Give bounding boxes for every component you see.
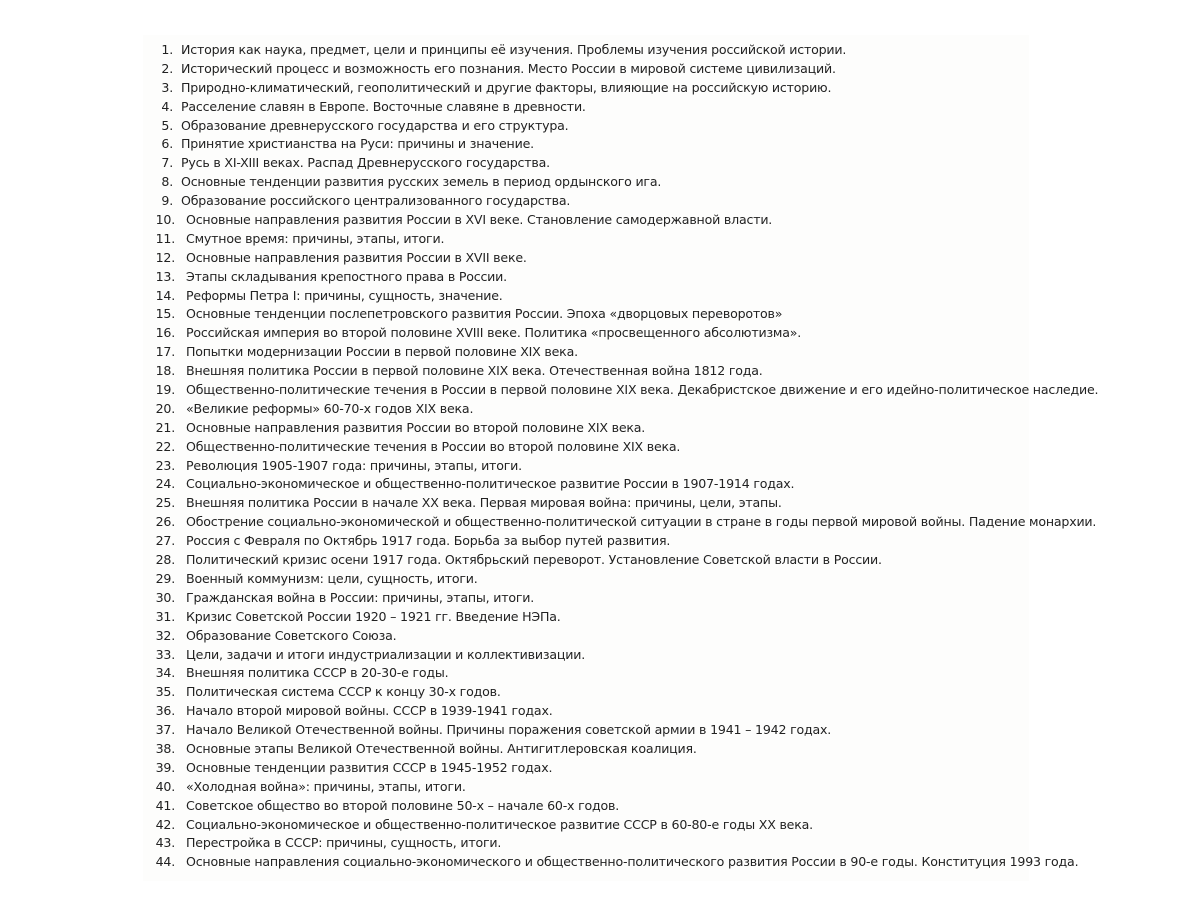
item-text: Расселение славян в Европе. Восточные славяне в древности.: [181, 98, 586, 114]
exam-questions-list: [143, 41, 1153, 872]
item-number: 16.: [155, 325, 175, 341]
list-item: [143, 853, 1153, 872]
item-number: 7.: [161, 155, 173, 171]
item-text: Цели, задачи и итоги индустриализации и коллективизации.: [186, 646, 586, 662]
list-item: [143, 41, 1153, 60]
list-item: [143, 192, 1153, 211]
item-text: Основные тенденции развития русских земель в период ордынского ига.: [181, 174, 662, 190]
item-text: Внешняя политика России в начале XX века. Первая мировая война: причины, цели, этапы.: [186, 495, 782, 511]
item-number: 39.: [155, 759, 175, 775]
item-text: Революция 1905-1907 года: причины, этапы, итоги.: [186, 457, 522, 473]
list-item: [143, 173, 1153, 192]
list-item: [143, 646, 1153, 665]
item-number: 17.: [155, 344, 175, 360]
item-text: Советское общество во второй половине 50-х – начале 60-х годов.: [186, 797, 620, 813]
list-item: [143, 797, 1153, 816]
item-text: Образование Советского Союза.: [186, 627, 397, 643]
item-text: Образование древнерусского государства и его структура.: [181, 117, 569, 133]
item-text: Внешняя политика России в первой половине XIX века. Отечественная война 1812 года.: [186, 363, 763, 379]
item-text: Общественно-политические течения в России во второй половине XIX века.: [186, 438, 681, 454]
item-text: Социально-экономическое и общественно-политическое развитие России в 1907-1914 годах.: [186, 476, 795, 492]
item-text: Внешняя политика СССР в 20-30-е годы.: [186, 665, 449, 681]
item-number: 42.: [155, 816, 175, 832]
item-text: Попытки модернизации России в первой половине XIX века.: [186, 344, 578, 360]
list-item: [143, 834, 1153, 853]
item-number: 41.: [155, 797, 175, 813]
item-text: Принятие христианства на Руси: причины и значение.: [181, 136, 534, 152]
list-item: [143, 627, 1153, 646]
item-text: «Холодная война»: причины, этапы, итоги.: [186, 778, 466, 794]
list-item: [143, 494, 1153, 513]
item-text: Военный коммунизм: цели, сущность, итоги.: [186, 570, 478, 586]
item-number: 25.: [155, 495, 175, 511]
item-number: 24.: [155, 476, 175, 492]
item-text: Основные тенденции послепетровского развития России. Эпоха «дворцовых переворотов»: [186, 306, 783, 322]
item-number: 22.: [155, 438, 175, 454]
list-item: [143, 551, 1153, 570]
item-text: Гражданская война в России: причины, этапы, итоги.: [186, 589, 535, 605]
list-item: [143, 135, 1153, 154]
item-text: Основные этапы Великой Отечественной войны. Антигитлеровская коалиция.: [186, 740, 697, 756]
list-item: [143, 702, 1153, 721]
item-number: 1.: [161, 42, 173, 57]
item-text: Основные направления развития России в XVII веке.: [186, 249, 527, 265]
item-number: 37.: [155, 722, 175, 738]
list-item: [143, 778, 1153, 797]
list-item: [143, 230, 1153, 249]
item-number: 13.: [155, 268, 175, 284]
item-number: 44.: [155, 854, 175, 870]
list-item: [143, 438, 1153, 457]
item-number: 20.: [155, 400, 175, 416]
list-item: [143, 287, 1153, 306]
item-number: 15.: [155, 306, 175, 322]
item-text: Начало Великой Отечественной войны. Причины поражения советской армии в 1941 – 1942 годах.: [186, 722, 832, 738]
item-number: 2.: [161, 60, 173, 76]
item-number: 34.: [155, 665, 175, 681]
item-text: Россия с Февраля по Октябрь 1917 года. Борьба за выбор путей развития.: [186, 533, 671, 549]
item-text: Основные направления развития России в XVI веке. Становление самодержавной власти.: [186, 212, 773, 228]
list-item: [143, 589, 1153, 608]
item-number: 19.: [155, 382, 175, 398]
item-number: 12.: [155, 249, 175, 265]
item-number: 29.: [155, 570, 175, 586]
item-number: 21.: [155, 419, 175, 435]
list-item: [143, 211, 1153, 230]
list-item: [143, 683, 1153, 702]
item-text: «Великие реформы» 60-70-х годов XIX века.: [186, 400, 474, 416]
item-text: Политический кризис осени 1917 года. Октябрьский переворот. Установление Советской власти в России.: [186, 552, 882, 568]
list-item: [143, 759, 1153, 778]
item-text: Общественно-политические течения в России в первой половине XIX века. Декабристское движение и его идейно-политическое наследие.: [186, 382, 1099, 398]
item-number: 36.: [155, 703, 175, 719]
item-number: 27.: [155, 533, 175, 549]
item-number: 8.: [161, 174, 173, 190]
item-text: Российская империя во второй половине XVIII веке. Политика «просвещенного абсолютизма».: [186, 325, 802, 341]
item-number: 3.: [161, 79, 173, 95]
item-number: 4.: [161, 98, 173, 114]
item-text: Этапы складывания крепостного права в России.: [186, 268, 507, 284]
item-text: Социально-экономическое и общественно-политическое развитие СССР в 60-80-е годы XX века.: [186, 816, 813, 832]
item-number: 38.: [155, 740, 175, 756]
item-number: 10.: [155, 212, 175, 228]
item-text: Образование российского централизованного государства.: [181, 193, 571, 209]
list-item: [143, 98, 1153, 117]
list-item: [143, 721, 1153, 740]
list-item: [143, 154, 1153, 173]
list-item: [143, 608, 1153, 627]
item-number: 40.: [155, 778, 175, 794]
list-item: [143, 268, 1153, 287]
item-text: Основные тенденции развития СССР в 1945-1952 годах.: [186, 759, 553, 775]
item-text: Исторический процесс и возможность его познания. Место России в мировой системе цивилизаций.: [181, 60, 836, 76]
list-item: [143, 305, 1153, 324]
list-item: [143, 117, 1153, 136]
list-item: [143, 79, 1153, 98]
item-text: История как наука, предмет, цели и принципы её изучения. Проблемы изучения российской истории.: [181, 42, 847, 57]
item-number: 11.: [155, 230, 175, 246]
item-number: 14.: [155, 287, 175, 303]
item-number: 33.: [155, 646, 175, 662]
list-item: [143, 816, 1153, 835]
list-item: [143, 324, 1153, 343]
item-number: 9.: [161, 193, 173, 209]
list-item: [143, 532, 1153, 551]
item-number: 32.: [155, 627, 175, 643]
list-item: [143, 664, 1153, 683]
list-item: [143, 419, 1153, 438]
item-number: 43.: [155, 835, 175, 851]
list-item: [143, 570, 1153, 589]
item-number: 18.: [155, 363, 175, 379]
item-text: Реформы Петра I: причины, сущность, значение.: [186, 287, 503, 303]
item-text: Основные направления развития России во второй половине XIX века.: [186, 419, 646, 435]
item-number: 30.: [155, 589, 175, 605]
list-item: [143, 249, 1153, 268]
item-text: Перестройка в СССР: причины, сущность, итоги.: [186, 835, 502, 851]
item-number: 26.: [155, 514, 175, 530]
item-text: Русь в XI-XIII веках. Распад Древнерусского государства.: [181, 155, 550, 171]
document-page: [143, 35, 1099, 881]
item-number: 23.: [155, 457, 175, 473]
list-item: [143, 343, 1153, 362]
item-number: 35.: [155, 684, 175, 700]
item-number: 31.: [155, 608, 175, 624]
list-item: [143, 740, 1153, 759]
item-text: Кризис Советской России 1920 – 1921 гг. Введение НЭПа.: [186, 608, 561, 624]
list-item: [143, 457, 1153, 476]
item-number: 6.: [161, 136, 173, 152]
list-item: [143, 362, 1153, 381]
list-item: [143, 475, 1153, 494]
list-item: [143, 60, 1153, 79]
item-text: Основные направления социально-экономического и общественно-политического развития России в 90-е годы. Конституция 1993 года.: [186, 854, 1079, 870]
item-text: Обострение социально-экономической и общественно-политической ситуации в стране в годы первой мировой войны. Падение монархии.: [186, 514, 1097, 530]
list-item: [143, 400, 1153, 419]
item-number: 28.: [155, 552, 175, 568]
item-text: Политическая система СССР к концу 30-х годов.: [186, 684, 501, 700]
list-item: [143, 381, 1153, 400]
item-text: Начало второй мировой войны. СССР в 1939-1941 годах.: [186, 703, 553, 719]
list-item: [143, 513, 1153, 532]
item-text: Природно-климатический, геополитический и другие факторы, влияющие на российскую историю.: [181, 79, 832, 95]
item-number: 5.: [161, 117, 173, 133]
item-text: Смутное время: причины, этапы, итоги.: [186, 230, 445, 246]
